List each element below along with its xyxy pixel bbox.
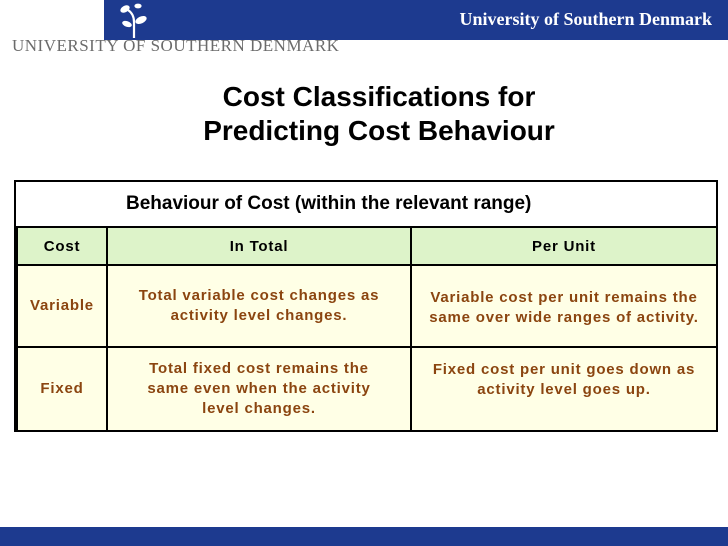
row-label-fixed: Fixed: [18, 348, 106, 430]
row-label-variable: Variable: [18, 266, 106, 346]
institution-name: University of Southern Denmark: [459, 9, 712, 29]
variable-in-total-cell: Total variable cost changes as activity level changes.: [108, 266, 410, 346]
table-caption: [16, 182, 716, 226]
column-header-per-unit: Per Unit: [412, 228, 716, 264]
variable-per-unit-cell: Variable cost per unit remains the same over wide ranges of activity.: [412, 266, 716, 346]
slide-title-line-1: Cost Classifications for: [222, 81, 536, 112]
column-header-in-total: In Total: [108, 228, 410, 264]
university-tree-logo-icon: [114, 0, 158, 40]
slide-title-line-2: Predicting Cost Behaviour: [203, 115, 555, 146]
university-logotype: [12, 36, 339, 56]
column-header-cost: Cost: [18, 228, 106, 264]
bottom-banner: [0, 527, 728, 546]
fixed-in-total-cell: Total fixed cost remains the same even when the activity level changes.: [108, 348, 410, 430]
fixed-per-unit-cell: Fixed cost per unit goes down as activity level goes up.: [412, 348, 716, 430]
logotype-text: UNIVERSITY OF SOUTHERN DENMARK: [12, 36, 340, 55]
table-caption-text: Behaviour of Cost (within the relevant range): [126, 193, 532, 214]
cost-behaviour-table: [14, 180, 718, 432]
slide-title: [0, 80, 728, 148]
top-banner: [104, 0, 728, 40]
